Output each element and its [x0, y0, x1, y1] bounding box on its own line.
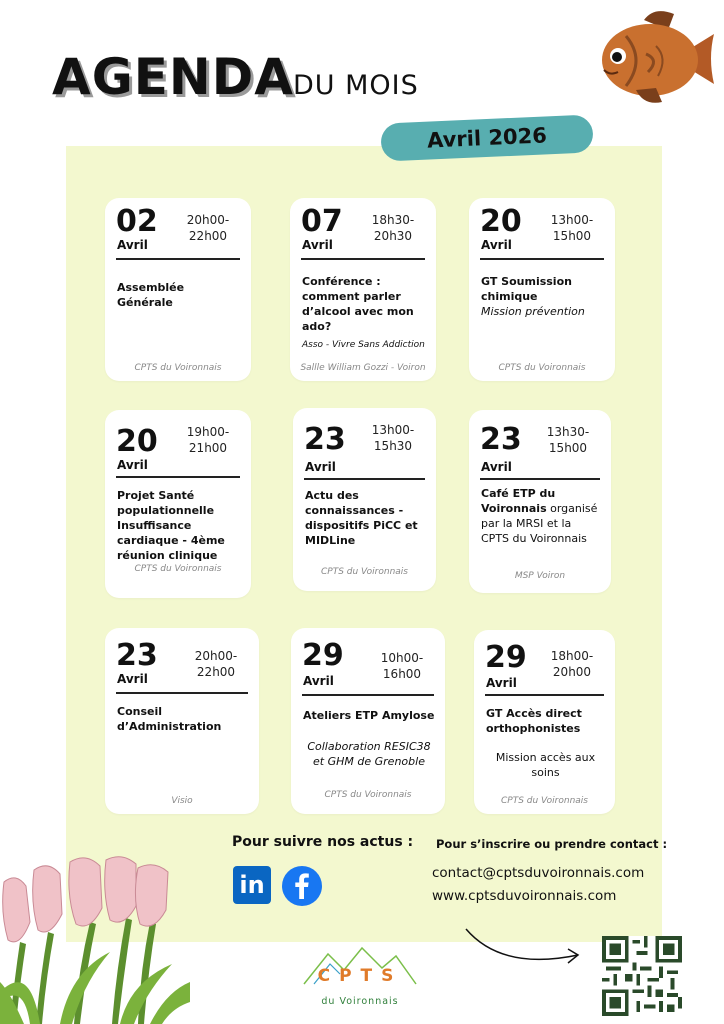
page-title: AGENDA [52, 48, 294, 106]
event-card [293, 408, 436, 591]
event-detail: Collaboration RESIC38 et GHM de Grenoble [307, 740, 431, 768]
event-title: GT Soumission chimique [481, 275, 572, 303]
event-divider [485, 694, 604, 696]
event-time: 13h00-15h30 [371, 423, 415, 453]
event-title: Ateliers ETP Amylose [303, 709, 435, 722]
linkedin-icon[interactable]: in [233, 866, 271, 904]
event-day: 29 [302, 638, 344, 673]
contact-website[interactable]: www.cptsduvoironnais.com [432, 888, 617, 904]
event-card [474, 630, 615, 814]
event-divider [480, 258, 604, 260]
facebook-icon[interactable] [282, 866, 322, 906]
social-label: Pour suivre nos actus : [232, 834, 414, 850]
event-day: 23 [116, 638, 158, 673]
event-time: 20h00-22h00 [186, 213, 230, 243]
event-divider [302, 694, 434, 696]
event-title: Assemblée Générale [117, 281, 185, 309]
event-month: Avril [303, 674, 334, 688]
event-divider [116, 258, 240, 260]
arrow-icon [462, 925, 584, 975]
event-time: 13h30-15h00 [546, 425, 590, 455]
event-location: CPTS du Voironnais [134, 564, 222, 574]
event-time: 19h00-21h00 [186, 425, 230, 455]
event-detail: Mission prévention [481, 305, 585, 318]
page-subtitle: DU MOIS [293, 70, 419, 101]
event-title: Conférence : comment parler d’alcool avec mon ado? [302, 275, 414, 333]
event-organizer: Asso - Vivre Sans Addiction [302, 340, 425, 350]
event-divider [480, 478, 600, 480]
event-day: 07 [301, 204, 343, 239]
event-month: Avril [486, 676, 517, 690]
qr-code-icon[interactable] [602, 936, 682, 1016]
event-month: Avril [305, 460, 336, 474]
event-time: 20h00-22h00 [194, 649, 238, 679]
logo-text: CPTS [317, 966, 403, 986]
event-divider [304, 478, 425, 480]
event-title: Projet Santé populationnelle Insuffisance cardiaque - 4ème réunion clinique [117, 489, 225, 562]
event-time: 10h00-16h00 [380, 651, 424, 681]
event-day: 20 [480, 204, 522, 239]
event-month: Avril [117, 458, 148, 472]
event-divider [301, 258, 425, 260]
month-badge: Avril 2026 [380, 114, 593, 161]
event-location: CPTS du Voironnais [320, 567, 409, 577]
fish-icon [596, 6, 716, 110]
event-card [105, 628, 259, 814]
event-title: Actu des connaissances - dispositifs PiCC et MIDLine [305, 489, 418, 547]
event-title: GT Accès direct orthophonistes [486, 707, 582, 735]
tulips-illustration [0, 852, 190, 1024]
event-day: 23 [480, 422, 522, 457]
event-month: Avril [481, 238, 512, 252]
event-detail: organisé par la MRSI et la CPTS du Voironnais [481, 502, 598, 545]
contact-label: Pour s’inscrire ou prendre contact : [436, 837, 668, 851]
event-location: CPTS du Voironnais [498, 363, 586, 373]
event-day: 20 [116, 424, 158, 459]
event-location: Visio [171, 796, 193, 806]
event-time: 18h00-20h00 [550, 649, 594, 679]
event-divider [116, 692, 248, 694]
logo-subtitle: du Voironnais [321, 996, 399, 1007]
event-time: 13h00-15h00 [550, 213, 594, 243]
event-location: CPTS du Voironnais [500, 796, 589, 806]
event-month: Avril [481, 460, 512, 474]
event-month: Avril [117, 672, 148, 686]
event-card [469, 198, 615, 381]
event-month: Avril [117, 238, 148, 252]
event-detail: Mission accès aux soins [495, 751, 596, 779]
event-divider [116, 476, 240, 478]
event-day: 23 [304, 422, 346, 457]
event-location: Sallle William Gozzi - Voiron [300, 363, 426, 373]
event-card [105, 410, 251, 598]
event-location: CPTS du Voironnais [324, 790, 412, 800]
event-card [291, 628, 445, 814]
event-location: MSP Voiron [514, 571, 566, 581]
event-location: CPTS du Voironnais [134, 363, 222, 373]
event-day: 02 [116, 204, 158, 239]
event-time: 18h30-20h30 [371, 213, 415, 243]
event-card [469, 410, 611, 593]
event-day: 29 [485, 640, 527, 675]
event-title: Conseil d’Administration [117, 705, 222, 733]
event-title: Café ETP du Voironnais [481, 487, 556, 515]
event-month: Avril [302, 238, 333, 252]
event-card [290, 198, 436, 381]
event-card [105, 198, 251, 381]
contact-email[interactable]: contact@cptsduvoironnais.com [432, 865, 645, 881]
